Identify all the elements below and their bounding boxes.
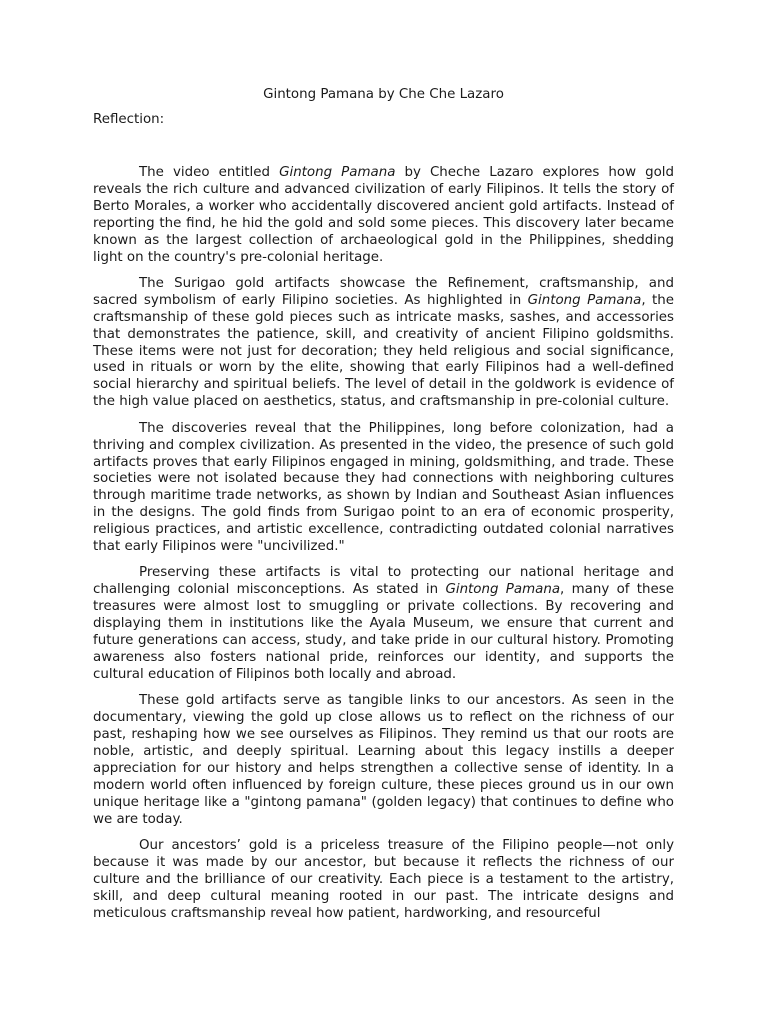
document-title: Gintong Pamana by Che Che Lazaro <box>263 87 504 102</box>
body-paragraph <box>93 565 674 683</box>
body-paragraph <box>93 693 674 828</box>
paragraph-text: The Surigao gold artifacts showcase the Refinement, craftsmanship, and sacred symbolism of early Filipino societies. As highlighted in <box>93 275 674 308</box>
italic-title-text: Gintong Pamana <box>527 292 642 308</box>
italic-title-text: Gintong Pamana <box>279 165 396 180</box>
document-body <box>93 86 674 923</box>
body-paragraph <box>93 421 674 556</box>
paragraph-text: Our ancestors’ gold is a priceless treasure of the Filipino people—not only because it was made by our ancestor, but because it reflects the richness of our culture and the brilliance of our creativity. Each piece is a testament to the artistry, skill, and deep cultural meaning rooted in our past. The intricate designs and meticulous craftsmanship reveal how patient, hardworking, and resourceful <box>93 838 674 921</box>
paragraph-text: The video entitled <box>139 165 280 180</box>
paragraph-text: by Cheche Lazaro explores how gold reveals the rich culture and advanced civilization of early Filipinos. It tells the story of Berto Morales, a worker who accidentally discovered ancient gold artifacts. Instead of reporting the find, he hid the gold and sold some pieces. This discovery later became known as the largest collection of archaeological gold in the Philippines, shedding light on the country's pre-colonial heritage. <box>93 165 675 265</box>
paragraph-text: , the craftsmanship of these gold pieces such as intricate masks, sashes, and accessories that demonstrates the patience, skill, and creativity of ancient Filipino goldsmiths. These items were not just for decoration; they held religious and social significance, used in rituals or worn by the elite, showing that early Filipinos had a well-defined social hierarchy and spiritual beliefs. The level of detail in the goldwork is evidence of the high value placed on aesthetics, status, and craftsmanship in pre-colonial culture. <box>93 292 674 410</box>
paragraph-list <box>93 165 674 923</box>
paragraph-text: The discoveries reveal that the Philippines, long before colonization, had a thriving and complex civilization. As presented in the video, the presence of such gold artifacts proves that early Filipinos engaged in mining, goldsmithing, and trade. These societies were not isolated because they had connections with neighboring cultures through maritime trade networks, as shown by Indian and Southeast Asian influences in the designs. The gold finds from Surigao point to an era of economic prosperity, religious practices, and artistic excellence, contradicting outdated colonial narratives that early Filipinos were "uncivilized." <box>93 420 674 555</box>
body-paragraph <box>93 165 674 266</box>
section-label: Reflection: <box>93 112 165 127</box>
body-paragraph <box>93 276 674 411</box>
paragraph-text: These gold artifacts serve as tangible links to our ancestors. As seen in the documentary, viewing the gold up close allows us to reflect on the richness of our past, reshaping how we see ourselves as Filipinos. They remind us that our roots are noble, artistic, and deeply spiritual. Learning about this legacy instills a deeper appreciation for our history and helps strengthen a collective sense of identity. In a modern world often influenced by foreign culture, these pieces ground us in our own unique heritage like a "gintong pamana" (golden legacy) that continues to define who we are today. <box>93 693 674 827</box>
paragraph-text: Preserving these artifacts is vital to protecting our national heritage and challenging colonial misconceptions. As stated in <box>93 565 674 598</box>
italic-title-text: Gintong Pamana <box>445 582 561 598</box>
paragraph-text: , many of these treasures were almost lost to smuggling or private collections. By recovering and displaying them in institutions like the Ayala Museum, we ensure that current and future generations can access, study, and take pride in our cultural history. Promoting awareness also fosters national pride, reinforces our identity, and supports the cultural education of Filipinos both locally and abroad. <box>93 582 674 682</box>
body-paragraph <box>93 838 674 923</box>
